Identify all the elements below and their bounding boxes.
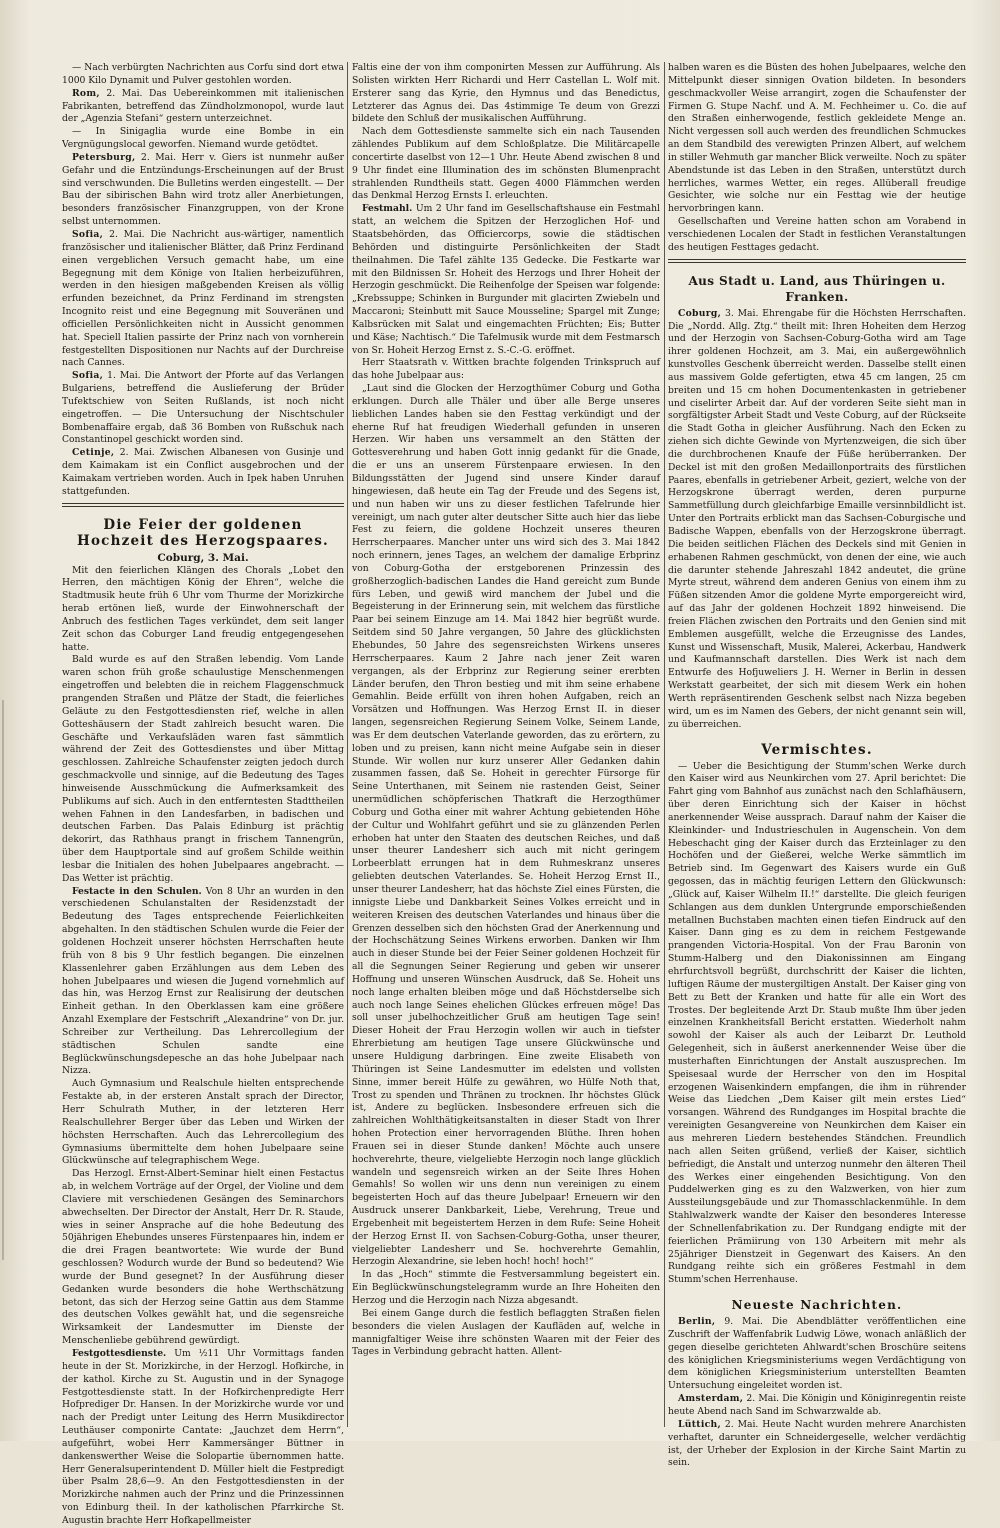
column-left (62, 62, 344, 1526)
article-festmahl: Festmahl. Um 2 Uhr fand im Gesellschaftshause ein Festmahl statt, an welchem die Spitzen der Herzoglichen Hof- und Staatsbehörden, das Officiercorps, sowie die städtischen Behörden und distinguirte Persönlichkeiten der Stadt theilnahmen. Die Tafel zählte 135 Gedecke. Die Festkarte war mit den Bildnissen Sr. Hoheit des Herzogs und Ihrer Hoheit der Herzogin geschmückt. Die Reihenfolge der Speisen war folgende: „Krebssuppe; Schinken in Burgunder mit glacirten Zwiebeln und Maccaroni; Steinbutt mit Sauce Mousseline; Spargel mit Zunge; Kalbsrücken mit Salat und eingemachten Früchten; Eis; Butter und Käse; Nachtisch.“ Die Tafelmusik wurde mit dem Festmarsch von Sr. Hoheit Herzog Ernst z. S.-C.-G. eröffnet. (352, 203, 660, 356)
section-divider (62, 503, 344, 507)
dateline-amsterdam: Amsterdam, (678, 1393, 744, 1405)
subheading-festgottesdienste: Festgottesdienste. (72, 1348, 167, 1359)
dateline-cetinje: Cetinje, (72, 447, 115, 459)
paragraph: Das Herzogl. Ernst-Albert-Seminar hielt einen Festactus ab, in welchem Vorträge auf der Orgel, der Violine und dem Claviere mit verschiedenen Gesängen des Seminarchors abwechselten. Der Director der Anstalt, Herr Dr. R. Staude, wies in seiner Ansprache auf die hohe Bedeutung des 50jährigen Ehebundes unseres Fürstenpaares hin, indem er die drei Fragen beantwortete: Wie wurde der Bund geschlossen? Wodurch wurde der Bund so bedeutend? Wie wurde der Bund gesegnet? In der Ausführung dieser Gedanken wurde besonders die hohe Werthschätzung betont, das sich der Herzog seine Gattin aus dem Stamme des deutschen Volkes gewählt hat, und die segensreiche Wirksamkeit der Landesmutter im Dienste der Menschenliebe gebührend gewürdigt. (62, 1168, 344, 1347)
dateline-rom: Rom, (72, 87, 100, 99)
subheading-festacte: Festacte in den Schulen. (72, 885, 202, 897)
dateline-luettich: Lüttich, (678, 1418, 721, 1430)
article-sofia-1: Sofia, 2. Mai. Die Nachricht aus-wärtiger, namentlich französischer und italienischer Blätter, daß Prinz Ferdinand einen vergeblichen Versuch gemacht habe, um eine Begegnung mit dem Könige von Italien herbeizuführen, werden in den hiesigen maßgebenden Kreisen als völlig erfunden bezeichnet, da Prinz Ferdinand im strengsten Incognito reist und eine Begegnung mit Souveränen und officiellen Persönlichkeiten nicht in Aussicht genommen hat. Speciell Italien passirte der Prinz nach von vornherein festgestellten Dispositionen nur Nachts auf der Durchreise nach Cannes. (62, 228, 344, 369)
paragraph: halben waren es die Büsten des hohen Jubelpaares, welche den Mittelpunkt dieser sinnigen Ovation bildeten. In besonders geschmackvoller Weise arrangirt, zogen die Schaufenster der Firmen G. Stupe Nachf. und A. M. Fechheimer u. Co. die auf den Straßen einherwogende, festlich gekleidete Menge an. Nicht vergessen soll auch werden des freundlichen Schmuckes an dem Standbild des verewigten Prinzen Albert, auf welchem in stiller Wehmuth gar mancher Blick verweilte. Noch zu später Abendstunde ist das Leben in den Straßen, unterstützt durch herrliches, warmes Wetter, ein reges. Allüberall freudige Gesichter, wie solche nur ein Festtag wie der heutige hervorbringen kann. (668, 62, 966, 215)
article-festacte: Festacte in den Schulen. Von 8 Uhr an wurden in den verschiedenen Schulanstalten der Residenzstadt der Bedeutung des Tages entsprechende Feierlichkeiten abgehalten. In den städtischen Schulen wurde die Feier der goldenen Hochzeit unserer höchsten Herrschaften heute früh von 8 bis 9 Uhr festlich begangen. Die einzelnen Klassenlehrer gaben Erzählungen aus dem Leben des hohen Jubelpaares und wiesen die Jugend vornehmlich auf das hin, was Herzog Ernst zur Realisirung der deutschen Einheit gethan. In den Oberklassen kam eine größere Anzahl Exemplare der Festschrift „Alexandrine“ von Dr. jur. Schreiber zur Vertheilung. Das Lehrercollegium der städtischen Schulen sandte eine Beglückwünschungsdepesche an das hohe Jubelpaar nach Nizza. (62, 885, 344, 1077)
dateline-petersburg: Petersburg, (72, 151, 136, 163)
article-stumm-werke: — Ueber die Besichtigung der Stumm'schen Werke durch den Kaiser wird aus Neunkirchen vom 27. April berichtet: Die Fahrt ging vom Bahnhof aus zunächst nach den Schlafhäusern, über deren Einrichtung sich der Kaiser in höchst anerkennender Weise aussprach. Darauf nahm der Kaiser die Kleinkinder- und Industrieschulen in Augenschein. Von dem Hebeschacht ging der Kaiser durch das Erzteinlager zu den Hochöfen und der Gießerei, welche Werke sämmtlich im Betrieb sind. Im Gegenwart des Kaisers wurde ein Guß gegossen, das in mächtig feurigen Lettern den Glückwunsch: „Glück auf, Kaiser Wilhelm II.!“ darstellte. Die gleich feurigen Schlangen aus dem dunklen Untergrunde emporschießenden metallnen Buchstaben machten einen tiefen Eindruck auf den Kaiser. Dann ging es zu dem in reichem Festgewande prangenden Victoria-Hospital. Von der Frau Baronin von Stumm-Halberg und den Diakonissinnen am Eingang ehrfurchtsvoll begrüßt, durchschritt der Kaiser die lichten, luftigen Räume der mustergiltigen Anstalt. Der Kaiser ging von Bett zu Bett der Kranken und hatte für alle ein Wort des Trostes. Der begleitende Arzt Dr. Staub mußte Ihm über jeden einzelnen Krankheitsfall Bericht erstatten. Wiederholt nahm sowohl der Kaiser als auch der Leibarzt Dr. Leuthold Gelegenheit, sich in äußerst anerkennender Weise über die musterhaften Einrichtungen der Anstalt auszusprechen. Im Speisesaal wurde der Herrscher von den im Hospital erzogenen Waisenkindern empfangen, die ihm in rührender Weise das Liedchen „Dem Kaiser gilt mein erstes Lied“ vorsangen. Während des Rundganges im Hospital brachte die vereinigten Gesangvereine von Neunkirchen dem Kaiser ein aus mehreren Liedern bestehendes Ständchen. Freundlich nach allen Seiten grüßend, verließ der Kaiser, sichtlich befriedigt, die Anstalt und unterzog nunmehr den älteren Theil des Werkes einer eingehenden Besichtigung. Von den Puddelwerken ging es zu den Walzwerken, von hier zum Aussteilungsgebäude und zur Thomasschlackenmühle. In dem Stahlwalzwerk wandte der Kaiser den besonderes Interesse der Schnellenfabrikation zu. Der Rundgang endigte mit der feierlichen Prämiirung von 130 Arbeitern mit mehr als 25jähriger Dienstzeit in Gegenwart des Kaisers. An den Rundgang reihte sich ein größeres Festmahl in dem Stumm'schen Herrenhause. (668, 760, 966, 1286)
headline-stadt-und-land: Aus Stadt u. Land, aus Thüringen u. Franken. (688, 273, 946, 304)
headline-goldene-hochzeit: Die Feier der goldenen Hochzeit des Herzogspaares. (77, 516, 329, 549)
article-sofia-2: Sofia, 1. Mai. Die Antwort der Pforte auf das Verlangen Bulgariens, betreffend die Auslieferung der Brüder Tufektschiew von Seiten Rußlands, ist noch nicht eingetroffen. — Die Untersuchung der Nischtschuler Bombenaffaire ergab, daß 36 Bomben von Rußschuk nach Constantinopel geschickt worden sind. (62, 370, 344, 446)
article-coburg-ehrengabe: Coburg, 3. Mai. Ehrengabe für die Höchsten Herrschaften. Die „Nordd. Allg. Ztg.“ theilt mit: Ihren Hoheiten dem Herzog und der Herzogin von Sachsen-Coburg-Gotha wird am Tage ihrer goldenen Hochzeit, am 3. Mai, ein außergewöhnlich kunstvolles Geschenk überreicht werden. Dasselbe stellt einen aus massivem Golde gefertigten, etwa 45 cm langen, 25 cm breiten und 15 cm hohen Documentenkasten in getriebener und ciselirter Arbeit dar. Auf der vorderen Seite sieht man in sorgfältigster Arbeit Stadt und Veste Coburg, auf der Rückseite die Stadt Gotha in gleicher Ausführung. Nach den Ecken zu ziehen sich dichte Gewinde von Myrtenzweigen, die sich über die durchbrochenen Knaufe der Füße herüberranken. Der Deckel ist mit den großen Medaillonportraits des fürstlichen Paares, ebenfalls in getriebener Arbeit, geziert, welche von der Herzogskrone überragt werden, deren purpurne Sammetfüllung durch gleichfarbige Emaille versinnbildlicht ist. Unter den Portraits erblickt man das Sachsen-Coburgische und Badische Wappen, ebenfalls von der Herzogskrone überragt. Die beiden seitlichen Flächen des Deckels sind mit Genien in erhabenen Rahmen geschmückt, von denen der eine, wie auch die darunter stehende Jahreszahl 1842 andeutet, die grüne Myrte streut, während dem anderen Genius von einem ihm zu Füßen sitzenden Amor die goldene Myrte emporgereicht wird, auf das Jahr der goldenen Hochzeit 1892 hinweisend. Die freien Flächen zwischen den Portraits und den Genien sind mit Emblemen ausgefüllt, welche die Erzeugnisse des Landes, Kunst und Wissenschaft, Musik, Malerei, Ackerbau, Handwerk und Kaufmannschaft darstellen. Dies Werk ist nach dem Entwurfe des Hofjuweliers J. H. Werner in Berlin in dessen Werkstatt gearbeitet, der sich mit diesem Werk ein hohen Werth repräsentirenden Geschenk selbst nach Nizza begeben wird, um es im Namen des Gebers, der nicht genannt sein will, zu überreichen. (668, 307, 966, 730)
article-petersburg: Petersburg, 2. Mai. Herr v. Giers ist nunmehr außer Gefahr und die Entzündungs-Erscheinungen auf der Brust sind verschwunden. Die Bulletins werden eingestellt. — Der Bau der sibirischen Bahn wird trotz aller Anerbietungen, besonders französischer Finanzgruppen, von der Krone selbst unternommen. (62, 151, 344, 228)
article-cetinje: Cetinje, 2. Mai. Zwischen Albanesen von Gusinje und dem Kaimakam ist ein Conflict ausgebrochen und der Kaimakam vertrieben worden. Auch in Ipek haben Unruhen stattgefunden. (62, 447, 344, 497)
paragraph: Herr Staatsrath v. Wittken brachte folgenden Trinkspruch auf das hohe Jubelpaar aus: (352, 357, 660, 382)
dateline-coburg: Coburg, (678, 307, 722, 319)
column-right (668, 62, 966, 1469)
article-rom: Rom, 2. Mai. Das Uebereinkommen mit italienischen Fabrikanten, betreffend das Zündholzmonopol, wurde laut der „Agenzia Stefani“ gestern unterzeichnet. (62, 87, 344, 125)
section-divider (668, 259, 966, 263)
dateline-berlin: Berlin, (678, 1316, 716, 1328)
article-corfu: — Nach verbürgten Nachrichten aus Corfu sind dort etwa 1000 Kilo Dynamit und Pulver gestohlen worden. (62, 62, 344, 86)
headline-neueste-nachrichten: Neueste Nachrichten. (731, 1298, 903, 1313)
article-luettich: Lüttich, 2. Mai. Heute Nacht wurden mehrere Anarchisten verhaftet, darunter ein Schneidergeselle, welcher verdächtig ist, der Urheber der Explosion in der Kirche Saint Martin zu sein. (668, 1418, 966, 1469)
paragraph: Bei einem Gange durch die festlich beflaggten Straßen fielen besonders die vielen Auslagen der Kaufläden auf, welche in mannigfaltiger Weise ihre schönsten Waaren mit der Feier des Tages in Verbindung gebracht hatten. Allent- (352, 1307, 660, 1358)
column-rule-1 (347, 62, 348, 1427)
dateline-coburg: Coburg, 3. Mai. (157, 551, 249, 564)
dateline-sofia: Sofia, (72, 228, 104, 240)
column-middle (352, 62, 660, 1427)
article-festgottesdienste: Festgottesdienste. Um ½11 Uhr Vormittags fanden heute in der St. Morizkirche, in der Herzogl. Hofkirche, in der kathol. Kirche zu St. Augustin und in der Synagoge Festgottesdienste statt. In der Hofkirchenpredigte Herr Hofprediger Dr. Hansen. In der Morizkirche wurde vor und nach der Predigt unter Leitung des Herrn Musikdirector Leuthäuser componirte Cantate: „Jauchzet dem Herrn“, aufgeführt, wobei Herr Kammersänger Büttner in dankenswerther Weise die Solopartie übernommen hatte. Herr Generalsuperintendent D. Müller hielt die Festpredigt über Psalm 28,6—9. An den Festgottesdiensten in der Morizkirche nahmen auch der Prinz und die Prinzessinnen von Edinburg theil. In der katholischen Pfarrkirche St. Augustin brachte Herr Hofkapellmeister (62, 1348, 344, 1526)
paragraph: Mit den feierlichen Klängen des Chorals „Lobet den Herren, den mächtigen König der Ehren“, welche die Stadtmusik heute früh 6 Uhr vom Thurme der Morizkirche herab ertönen ließ, wurde der Einwohnerschaft der Anbruch des festlichen Tages verkündet, dem seit langer Zeit schon das Coburger Land freudig entgegengesehen hatte. (62, 564, 344, 653)
article-sinigaglia: — In Sinigaglia wurde eine Bombe in ein Vergnügungslocal geworfen. Niemand wurde getödtet. (62, 126, 344, 151)
column-rule-2 (664, 62, 665, 1427)
paragraph: Bald wurde es auf den Straßen lebendig. Vom Lande waren schon früh große schaulustige Menschenmengen eingetroffen und belebten die in reichem Flaggenschmuck prangenden Straßen und Plätze der Stadt, die feierliches Geläute zu den Festgottesdiensten rief, welche in allen Gotteshäusern der Stadt zahlreich besucht waren. Die Geschäfte und Verkaufsläden waren fast sämmtlich während der Zeit des Gottesdienstes und über Mittag geschlossen. Zahlreiche Schaufenster zeigten jedoch durch geschmackvolle und sinnige, auf die Bedeutung des Tages hinweisende Ausschmückung die Aufmerksamkeit des Publikums auf sich. Auch in den entferntesten Stadttheilen wehen Fahnen in den Landesfarben, in badischen und deutschen Farben. Das Palais Edinburg ist prächtig dekorirt, das Rathhaus prangt in frischem Tannengrün, über dem Hauptportale sind auf großem Schilde weithin lesbar die Initialen des hohen Jubelpaares angebracht. — Das Wetter ist prächtig. (62, 654, 344, 884)
margin-handwriting (2, 700, 32, 1260)
paragraph: Auch Gymnasium und Realschule hielten entsprechende Festakte ab, in der ersteren Anstalt sprach der Director, Herr Schulrath Muther, in der letzteren Herr Realschullehrer Berger über das Leben und Wirken der höchsten Herrschaften. Auch das Lehrercollegium des Gymnasiums übermittelte dem hohen Jubelpaare seine Glückwünsche auf telegraphischem Wege. (62, 1078, 344, 1167)
paragraph: Gesellschaften und Vereine hatten schon am Vorabend in verschiedenen Localen der Stadt in festlichen Veranstaltungen des heutigen Festtages gedacht. (668, 216, 966, 253)
paragraph: In das „Hoch“ stimmte die Festversammlung begeistert ein. Ein Beglückwünschungstelegramm wurde an Ihre Hoheiten den Herzog und die Herzogin nach Nizza abgesandt. (352, 1269, 660, 1306)
dateline-sofia: Sofia, (72, 370, 104, 382)
toast-speech: „Laut sind die Glocken der Herzogthümer Coburg und Gotha erklungen. Durch alle Thäler und über alle Berge unseres lieblichen Landes haben sie den Festtag verkündigt und der eherne Ruf hat freudigen Wiederhall gefunden in unseren Herzen. Wir haben uns versammelt an den Stätten der Gottesverehrung und haben Gott innig gedankt für die Gnade, die er uns an unserem Fürstenpaare erwiesen. In den Bildungsstätten der Jugend sind unsere Kinder darauf hingewiesen, daß heute ein Tag der Freude und des Segens ist, und nun haben wir uns zu dieser festlichen Tafelrunde hier vereinigt, um nach guter alter deutscher Sitte auch hier das liebe Fest zu feiern, die goldene Hochzeit unseres theuren Herrscherpaares. Mancher unter uns wird sich des 3. Mai 1842 noch erinnern, jenes Tages, an welchem der damalige Erbprinz von Coburg-Gotha der erstgeborenen Prinzessin des großherzoglich-badischen Landes die Hand gereicht zum Bunde fürs Leben, und gewiß wird manchem der Jubel und die Begeisterung in der Erinnerung sein, mit welchem das fürstliche Paar bei seinem Einzuge am 14. Mai 1842 hier begrüßt wurde. Seitdem sind 50 Jahre vergangen, 50 Jahre des glücklichsten Ehebundes, 50 Jahre des segensreichsten Wirkens unseres Herrscherpaares. Kaum 2 Jahre nach jener Zeit waren vergangen, als der Erbprinz zur Regierung seiner ererbten Länder berufen, den Thron bestieg und mit ihm seine erhabene Gemahlin. Beide erfüllt von ihren hohen Aufgaben, reich an Vorsätzen und Hoffnungen. Was Herzog Ernst II. in dieser langen, segensreichen Regierung Seinem Volke, Seinem Lande, was Er dem deutschen Vaterlande geworden, das zu erörtern, zu loben und zu preisen, kann nicht meine Aufgabe sein in dieser Stunde. Wir wollen nur kurz unserer Aller Gedanken dahin zusammen fassen, daß Se. Hoheit in gerechter Fürsorge für Seine Unterthanen, mit Seinem nie rastenden Geist, Seiner unermüdlichen schöpferischen Thatkraft die Herzogthümer Coburg und Gotha einer mit wahrer Achtung gebietenden Höhe der Cultur und Wohlfahrt geführt und sie zu glänzenden Perlen erhoben hat unter den Staaten des deutschen Reiches, und daß unser theurer Landesherr sich auch mit nicht geringem Lorbeerblatt errungen hat in dem Ruhmeskranz unseres geliebten deutschen Vaterlandes. Se. Hoheit Herzog Ernst II., unser theurer Landesherr, hat das höchste Ziel eines Fürsten, die innigste Liebe und Dankbarkeit Seines Volkes erreicht und in weiteren Kreisen des deutschen Vaterlandes und hinaus über die Grenzen desselben sich den höchsten Grad der Anerkennung und der Hochschätzung Seines Wirkens erworben. Danken wir Ihm auch in dieser Stunde bei der Feier Seiner goldenen Hochzeit für all die Segnungen Seiner Regierung und geben wir unserer Hoffnung und unseren Wünschen Ausdruck, daß Se. Hoheit uns noch lange erhalten bleiben möge und daß Höchstderselbe sich auch noch lange Seines ehelichen Glückes erfreuen möge! Das soll unser jubelhochzeitlicher Gruß am heutigen Tage sein! Dieser Hoheit der Frau Herzogin wollen wir auch in tiefster Ehrerbietung am heutigen Tage unsere Glückwünsche und unsere Huldigung darbringen. Eine zweite Elisabeth von Thüringen ist Seine Landesmutter im edelsten und vollsten Sinne, immer bereit Hülfe zu gewähren, wo Hülfe Noth that, Trost zu spenden und Thränen zu trocknen. Ihr höchstes Glück ist, Andere zu beglücken. Insbesondere erfreuen sich die zahlreichen Wohlthätigkeitsanstalten in dieser Stadt von Ihrer hohen Protection einer hervorragenden Blüthe. Ihren hohen Frauen sei in dieser Stunde danken! Möchte auch unsere hochverehrte, theure, vielgeliebte Herzogin noch lange glücklich wandeln und segensreich wirken an der Seite Ihres Hohen Gemahls! So wollen wir uns denn nun vereinigen zu einem begeisterten Hoch auf das theure Jubelpaar! Erneuern wir den Ausdruck unserer Dankbarkeit, Liebe, Verehrung, Treue und Ergebenheit mit begeistertem Herzen in dem Rufe: Seine Hoheit der Herzog Ernst II. von Sachsen-Coburg-Gotha, unser theurer, vielgeliebter Landesherr und Se. hochverehrte Gemahlin, Herzogin Alexandrine, sie leben hoch! hoch! hoch!“ (352, 383, 660, 1268)
article-amsterdam: Amsterdam, 2. Mai. Die Königin und Königinregentin reiste heute Abend nach Sand im Schwarzwalde ab. (668, 1393, 966, 1417)
paragraph: Nach dem Gottesdienste sammelte sich ein nach Tausenden zählendes Publikum auf dem Schloßplatze. Die Militärcapelle concertirte daselbst von 12—1 Uhr. Heute Abend zwischen 8 und 9 Uhr findet eine Illumination des im schönsten Blumenpracht strahlenden Rundtheils statt. Gegen 4000 Flämmchen werden das Denkmal Herzog Ernsts I. erleuchten. (352, 126, 660, 202)
headline-vermischtes: Vermischtes. (761, 741, 873, 758)
subheading-festmahl: Festmahl. (362, 203, 413, 215)
article-berlin: Berlin, 9. Mai. Die Abendblätter veröffentlichen eine Zuschrift der Waffenfabrik Ludwig Löwe, wonach anläßlich der gegen dieselbe gerichteten Ahlwardt'schen Broschüre seitens des königlichen Kriegsministeriums wegen Verdächtigung von dem königlichen Kriegsministerium unterstellten Beamten Untersuchung eingeleitet worden ist. (668, 1316, 966, 1392)
paragraph: Faltis eine der von ihm componirten Messen zur Aufführung. Als Solisten wirkten Herr Richardi und Herr Castellan L. Wolf mit. Ersterer sang das Kyrie, den Hymnus und das Benedictus, Letzterer das Agnus dei. Das 4stimmige Te deum von Grezzi bildete den Schluß der musikalischen Aufführung. (352, 62, 660, 125)
